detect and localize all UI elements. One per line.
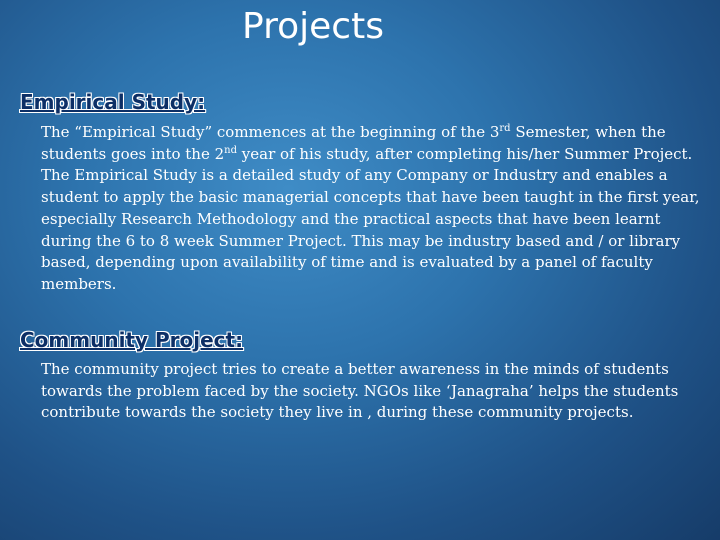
paragraph-text: The “Empirical Study” commences at the beginning of the 3 <box>41 123 500 141</box>
section-paragraph-community-project: The community project tries to create a better awareness in the minds of students towards the problem faced by the society. NGOs like ‘Janagraha’ helps the students contribute towards the society they live in , during these community projects. <box>41 360 679 422</box>
ordinal-suffix: rd <box>499 123 511 134</box>
section-heading-empirical-study: Empirical Study: <box>20 90 206 114</box>
ordinal-suffix: nd <box>224 144 238 156</box>
section-paragraph-empirical-study <box>41 122 701 296</box>
paragraph-text: year of his study, after completing his/her Summer Project. The Empirical Study is a detailed study of any Company or Industry and enables a student to apply the basic managerial concepts that have been taught in the first year, especially Research Methodology and the practical aspects that have been learnt during the 6 to 8 week Summer Project. This may be industry based and / or library based, depending upon availability of time and is evaluated by a panel of faculty members. <box>41 144 700 293</box>
slide-title: Projects <box>242 6 384 47</box>
section-heading-community-project: Community Project: <box>20 328 244 352</box>
paragraph-text: Semester, when the students goes into the 2 <box>41 123 666 163</box>
